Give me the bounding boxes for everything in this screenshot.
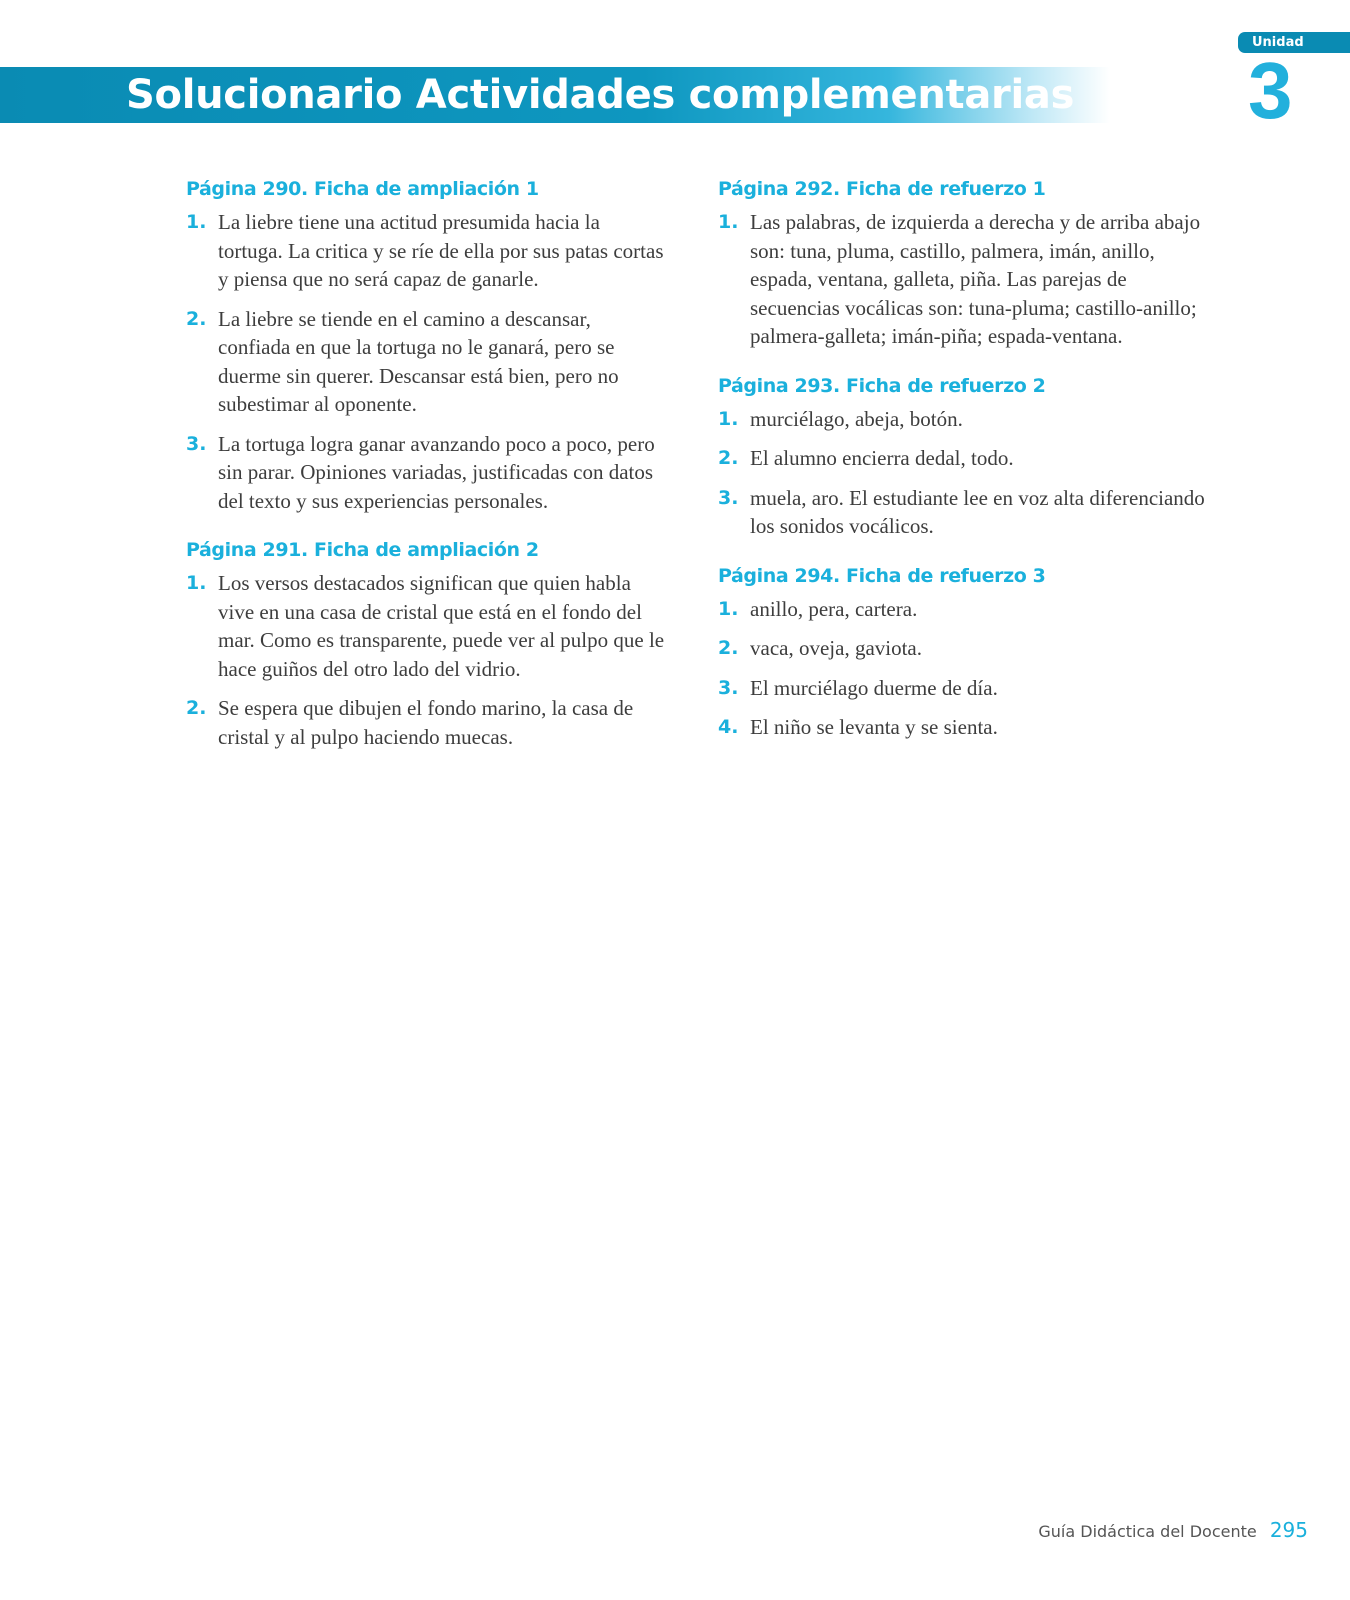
answer-item: [718, 405, 1208, 434]
answer-item: [186, 694, 666, 751]
section-heading: Página 290. Ficha de ampliación 1: [186, 178, 539, 200]
item-number: 3.: [718, 676, 739, 699]
answer-item: [718, 484, 1208, 541]
page-number: 295: [1269, 1518, 1308, 1542]
page-title: Solucionario Actividades complementarias: [126, 72, 1075, 118]
unit-number: 3: [1248, 46, 1293, 135]
item-text: El alumno encierra dedal, todo.: [750, 446, 1014, 470]
item-number: 2.: [186, 307, 207, 330]
item-number: 1.: [186, 211, 207, 233]
item-number: 1.: [718, 597, 739, 620]
section-page-290: [186, 176, 666, 515]
item-text: La liebre se tiende en el camino a descansar, confiada en que la tortuga no le ganará, pero se duerme sin querer. Descansar está bien, pero no subestimar al oponente.: [218, 306, 619, 416]
item-text: anillo, pera, cartera.: [750, 596, 918, 621]
answer-item: [186, 569, 666, 683]
item-number: 3.: [718, 486, 739, 509]
item-text: murciélago, abeja, botón.: [750, 406, 963, 431]
section-heading: Página 293. Ficha de refuerzo 2: [718, 374, 1046, 397]
answer-item: [186, 305, 666, 419]
item-text: Los versos destacados significan que quien habla vive en una casa de cristal que está en el fondo del mar. Como es transparente, puede ver al pulpo que le hace guiños del otro lado del vidrio.: [218, 571, 665, 681]
section-page-293: [718, 373, 1208, 541]
section-page-291: [186, 537, 666, 751]
answer-item: [186, 208, 666, 294]
left-column: [186, 176, 666, 773]
page-footer: [1038, 1518, 1308, 1542]
answer-item: [718, 208, 1208, 351]
right-column: [718, 176, 1208, 764]
section-heading: Página 292. Ficha de refuerzo 1: [718, 178, 1046, 200]
section-heading: Página 291. Ficha de ampliación 2: [186, 539, 539, 561]
item-text: Se espera que dibujen el fondo marino, la casa de cristal y al pulpo haciendo muecas.: [218, 696, 634, 749]
item-number: 2.: [718, 447, 739, 469]
item-text: Las palabras, de izquierda a derecha y de arriba abajo son: tuna, pluma, castillo, palmera, imán, anillo, espada, ventana, galleta, piña. Las parejas de secuencias vocálicas son: tuna-pluma; castillo-anillo; palmera-galleta; imán-piña; espada-ventana.: [750, 210, 1201, 348]
item-text: El murciélago duerme de día.: [750, 675, 998, 700]
section-page-292: [718, 176, 1208, 351]
section-page-294: [718, 563, 1208, 742]
answer-item: [718, 444, 1208, 473]
item-text: El niño se levanta y se sienta.: [750, 715, 998, 739]
item-number: 2.: [186, 697, 207, 719]
item-number: 2.: [718, 637, 739, 659]
item-text: muela, aro. El estudiante lee en voz alta diferenciando los sonidos vocálicos.: [750, 485, 1205, 538]
item-number: 4.: [718, 716, 739, 738]
item-text: La tortuga logra ganar avanzando poco a poco, pero sin parar. Opiniones variadas, justificadas con datos del texto y sus experiencias personales.: [218, 431, 655, 513]
item-text: vaca, oveja, gaviota.: [750, 636, 922, 660]
title-banner: [0, 67, 1110, 123]
answer-item: [718, 595, 1208, 624]
answer-item: [718, 674, 1208, 703]
answer-item: [718, 634, 1208, 663]
item-number: 3.: [186, 432, 207, 455]
item-number: 1.: [186, 572, 207, 594]
section-heading: Página 294. Ficha de refuerzo 3: [718, 564, 1046, 587]
footer-label: Guía Didáctica del Docente: [1038, 1522, 1257, 1541]
item-number: 1.: [718, 407, 739, 430]
item-number: 1.: [718, 211, 739, 233]
unit-label: Unidad: [1252, 35, 1304, 50]
answer-item: [718, 713, 1208, 742]
item-text: La liebre tiene una actitud presumida hacia la tortuga. La critica y se ríe de ella por sus patas cortas y piensa que no será capaz de ganarle.: [218, 210, 664, 291]
answer-item: [186, 430, 666, 516]
